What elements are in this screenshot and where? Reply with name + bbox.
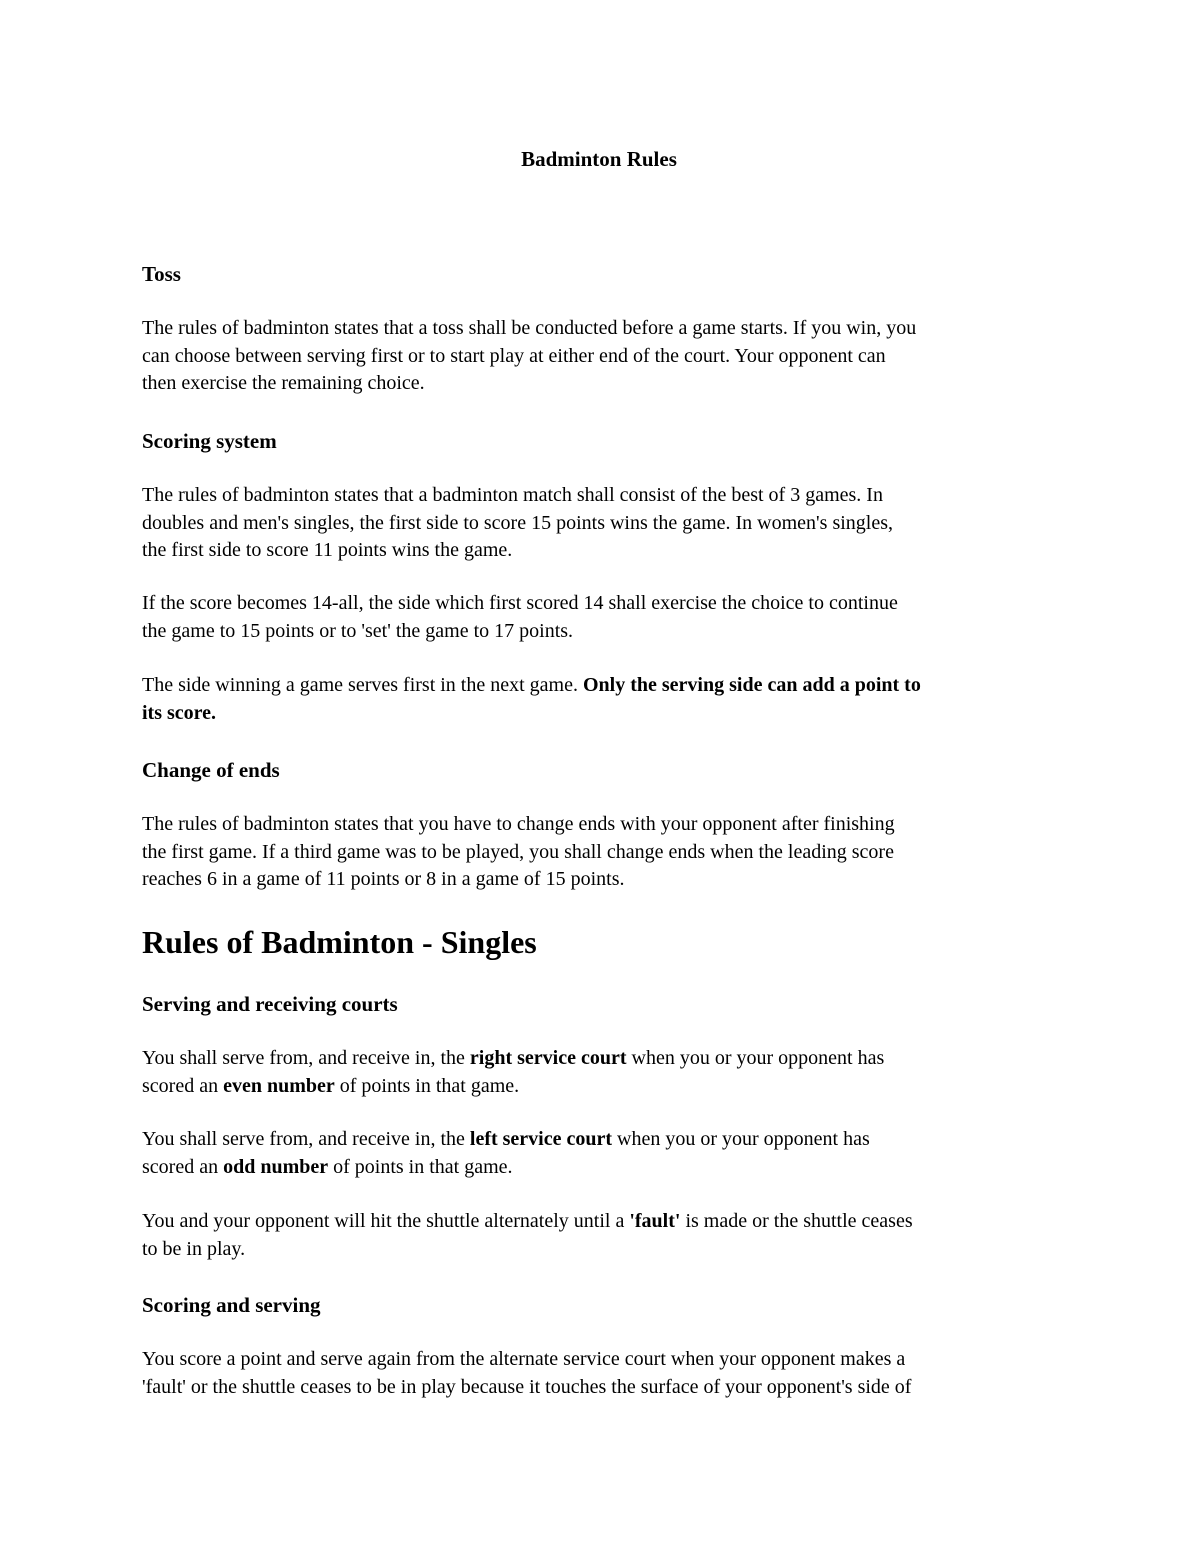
text-run: is made or the shuttle ceases (680, 1210, 913, 1232)
bold-text: even number (223, 1074, 335, 1097)
text-run: The side winning a game serves first in the next game. (142, 674, 583, 696)
bold-text: 'fault' (629, 1210, 681, 1232)
heading-toss: Toss (142, 262, 181, 286)
text-line: The rules of badminton states that a badminton match shall consist of the best of 3 games. In (142, 484, 883, 506)
text-run: scored an (142, 1155, 224, 1178)
text-line (142, 1126, 870, 1154)
paragraph-scoring-serving (142, 1346, 911, 1401)
bold-text: right service court (469, 1047, 627, 1069)
heading-scoring-system: Scoring system (142, 429, 277, 453)
text-run: when you or your opponent has (626, 1047, 885, 1069)
text-line: to be in play. (142, 1237, 246, 1260)
text-line: The rules of badminton states that a toss shall be conducted before a game starts. If you win, you (142, 317, 917, 339)
text-line: 'fault' or the shuttle ceases to be in play because it touches the surface of your opponent's side of (142, 1375, 912, 1398)
heading-singles: Rules of Badminton - Singles (142, 924, 537, 960)
bold-text: odd number (223, 1155, 329, 1178)
text-run: You shall serve from, and receive in, the (142, 1047, 470, 1069)
text-line (142, 1154, 870, 1182)
text-line: the game to 15 points or to 'set' the game to 17 points. (142, 619, 574, 642)
bold-text: Only the serving side can add a point to (583, 674, 921, 696)
text-line (142, 1208, 913, 1236)
paragraph-scoring-3 (142, 672, 921, 727)
heading-serving-receiving-courts: Serving and receiving courts (142, 992, 398, 1016)
paragraph-toss (142, 315, 916, 398)
text-run: scored an (142, 1074, 224, 1097)
text-line: If the score becomes 14-all, the side which first scored 14 shall exercise the choice to continue (142, 592, 898, 614)
text-line (142, 1045, 884, 1073)
paragraph-scoring-2 (142, 590, 898, 645)
text-line (142, 672, 921, 700)
text-line (142, 700, 921, 728)
paragraph-left-service-court (142, 1126, 870, 1181)
text-run: when you or your opponent has (612, 1128, 870, 1150)
text-line: The rules of badminton states that you have to change ends with your opponent after finishing (142, 813, 895, 835)
document-title: Badminton Rules (521, 147, 677, 171)
text-line (142, 1073, 884, 1101)
paragraph-change-of-ends (142, 811, 895, 894)
text-run: of points in that game. (328, 1155, 513, 1178)
text-line: doubles and men's singles, the first side to score 15 points wins the game. In women's singles, (142, 511, 893, 534)
text-line: You score a point and serve again from the alternate service court when your opponent makes a (142, 1348, 906, 1370)
bold-text: left service court (469, 1128, 613, 1150)
paragraph-fault (142, 1208, 913, 1263)
paragraph-scoring-1 (142, 482, 893, 565)
text-line: reaches 6 in a game of 11 points or 8 in a game of 15 points. (142, 868, 625, 891)
text-run: You shall serve from, and receive in, the (142, 1128, 470, 1150)
text-run: You and your opponent will hit the shuttle alternately until a (142, 1210, 630, 1232)
text-run: of points in that game. (334, 1074, 520, 1097)
text-line: the first game. If a third game was to be played, you shall change ends when the leading score (142, 840, 894, 863)
text-line: then exercise the remaining choice. (142, 372, 425, 395)
heading-change-of-ends: Change of ends (142, 758, 280, 782)
text-line: can choose between serving first or to start play at either end of the court. Your opponent can (142, 344, 886, 367)
bold-text: its score. (142, 701, 217, 724)
heading-scoring-and-serving: Scoring and serving (142, 1293, 321, 1317)
text-line: the first side to score 11 points wins the game. (142, 539, 513, 562)
paragraph-right-service-court (142, 1045, 884, 1100)
